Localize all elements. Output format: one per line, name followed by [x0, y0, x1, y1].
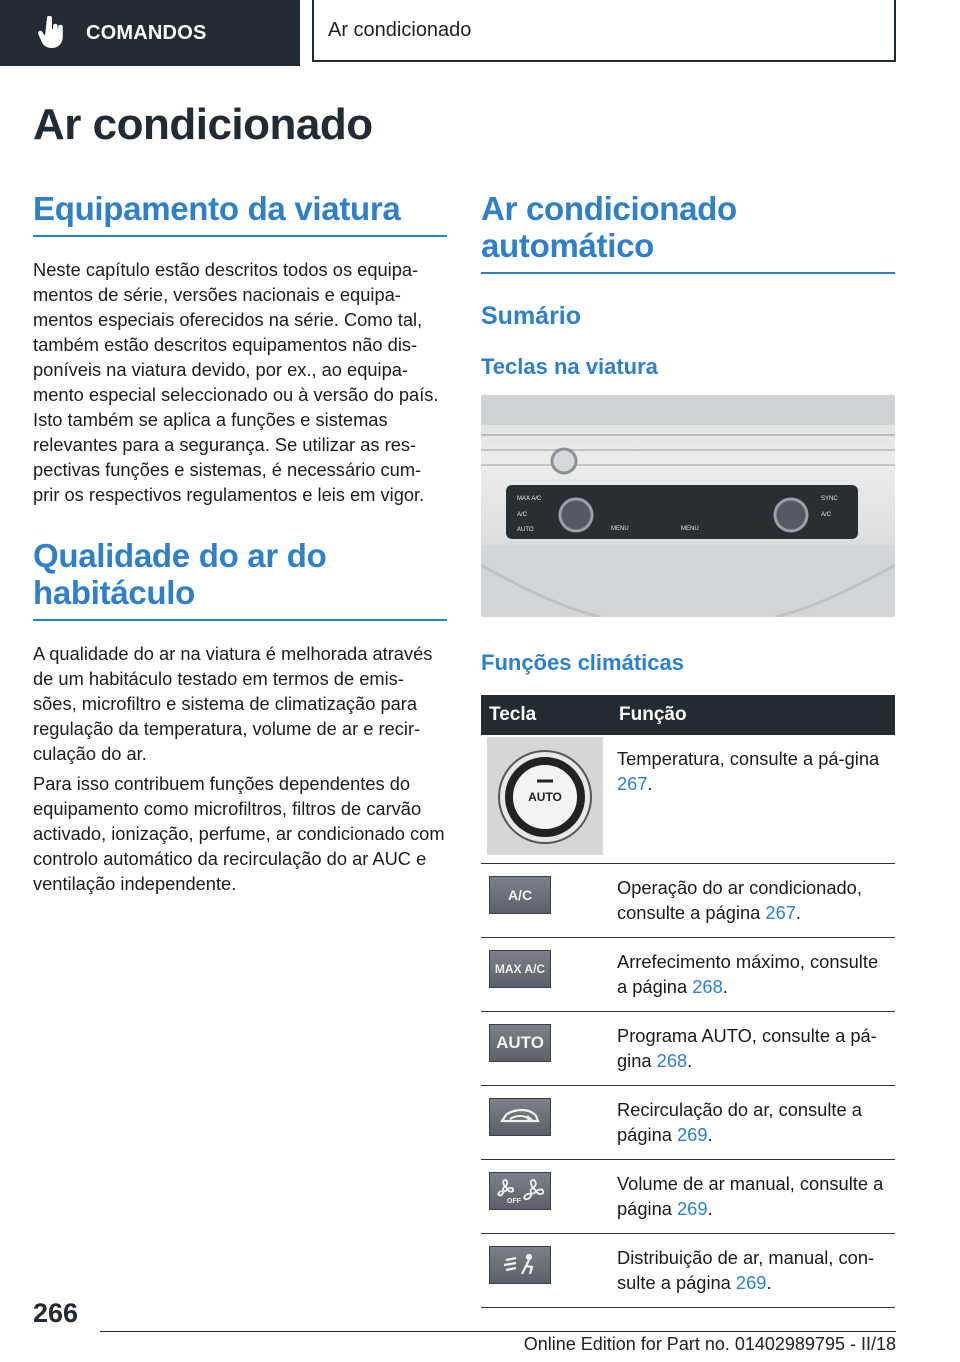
auto-ac-heading: Ar condicionado automático [481, 190, 895, 274]
ac-button-icon: A/C [489, 876, 551, 914]
left-column [33, 190, 447, 896]
row-text: Programa AUTO, consulte a pá-gina [617, 1025, 877, 1071]
recirculation-button-icon [489, 1098, 551, 1136]
fan-button-icon [489, 1172, 551, 1210]
page-link[interactable]: 267 [617, 773, 648, 794]
col-key-header: Tecla [481, 695, 611, 735]
table-row: A/C Operação do ar condicionado, consulte a página 267. [481, 864, 895, 938]
chapter-label: Ar condicionado [328, 18, 472, 41]
svg-text:MENU: MENU [611, 526, 629, 532]
page-number: 266 [33, 1298, 79, 1328]
summary-heading: Sumário [481, 302, 582, 330]
air-quality-text-2: Para isso contribuem funções dependentes do equipamento como microfiltros, filtros de carvão activado, ionização, perfume, ar condicionado com controlo automático da recirculação do ar AUC e ventilação independente. [33, 773, 445, 894]
table-row: Distribuição de ar, manual, con-sulte a página 269. [481, 1234, 895, 1308]
right-column [481, 190, 895, 1308]
page-link[interactable]: 268 [692, 976, 723, 997]
svg-text:MENU: MENU [681, 526, 699, 532]
svg-text:AUTO: AUTO [528, 790, 562, 804]
functions-heading: Funções climáticas [481, 650, 684, 675]
page-link[interactable]: 267 [765, 902, 796, 923]
row-text: Distribuição de ar, manual, con-sulte a página [617, 1247, 875, 1293]
svg-text:SYNC: SYNC [821, 496, 838, 502]
svg-text:MAX A/C: MAX A/C [517, 496, 542, 502]
equipment-heading: Equipamento da viatura [33, 190, 447, 237]
chapter-tab [312, 0, 896, 62]
keys-heading: Teclas na viatura [481, 354, 658, 379]
page-title: Ar condicionado [33, 100, 373, 149]
auto-button-icon: AUTO [489, 1024, 551, 1062]
row-text: Arrefecimento máximo, consulte a página [617, 951, 879, 997]
edition-note: Online Edition for Part no. 01402989795 - II/18 [523, 1334, 896, 1354]
air-distribution-button-icon [489, 1246, 551, 1284]
table-row: AUTO Programa AUTO, consulte a pá-gina 268. [481, 1012, 895, 1086]
row-text: Volume de ar manual, consulte a página [617, 1173, 884, 1219]
svg-text:A/C: A/C [517, 512, 528, 518]
table-row: Recirculação do ar, consulte a página 269. [481, 1086, 895, 1160]
row-text: Temperatura, consulte a pá-gina [617, 748, 880, 769]
page-link[interactable]: 269 [676, 1124, 708, 1145]
page-link[interactable]: 269 [676, 1198, 708, 1219]
section-tab [0, 0, 300, 66]
climate-panel-photo [481, 395, 895, 617]
footer-rule [100, 1331, 896, 1332]
svg-text:OFF: OFF [507, 1198, 521, 1205]
hand-pointer-icon [38, 16, 66, 50]
svg-text:AUTO: AUTO [517, 527, 534, 533]
air-quality-heading: Qualidade do ar do habitáculo [33, 537, 447, 621]
functions-table [481, 695, 895, 1308]
section-label: COMANDOS [86, 21, 207, 44]
col-function-header: Função [611, 695, 895, 735]
equipment-text: Neste capítulo estão descritos todos os equipa-mentos de série, versões nacionais e equipa-mentos especiais oferecidos na série. Como tal, também estão descritos equipamentos não dis-poníveis na viatura devido, por ex., ao equipa-mento especial seleccionado ou à versão do país. Isto também se aplica a funções e sistemas relevantes para a segurança. Se utilizar as res-pectivas funções e sistemas, é necessário cum-prir os respectivos regulamentos e leis em vigor. [33, 259, 439, 505]
air-quality-text-1: A qualidade do ar na viatura é melhorada através de um habitáculo testado em termos de emis-sões, microfiltro e sistema de climatização para regulação da temperatura, volume de ar e recir-culação do ar. [33, 643, 433, 764]
table-row: OFF Volume de ar manual, consulte a página 269. [481, 1160, 895, 1234]
page-link[interactable]: 268 [656, 1050, 688, 1071]
page-link[interactable]: 269 [735, 1272, 767, 1293]
temperature-knob-icon [487, 737, 603, 855]
row-text: Operação do ar condicionado, consulte a página [617, 877, 862, 923]
row-text: Recirculação do ar, consulte a página [617, 1099, 862, 1145]
svg-text:A/C: A/C [821, 512, 832, 518]
table-row: MAX A/C Arrefecimento máximo, consulte a página 268. [481, 938, 895, 1012]
table-row: AUTO Temperatura, consulte a pá-gina 267. [481, 735, 895, 864]
max-ac-button-icon: MAX A/C [489, 950, 551, 988]
